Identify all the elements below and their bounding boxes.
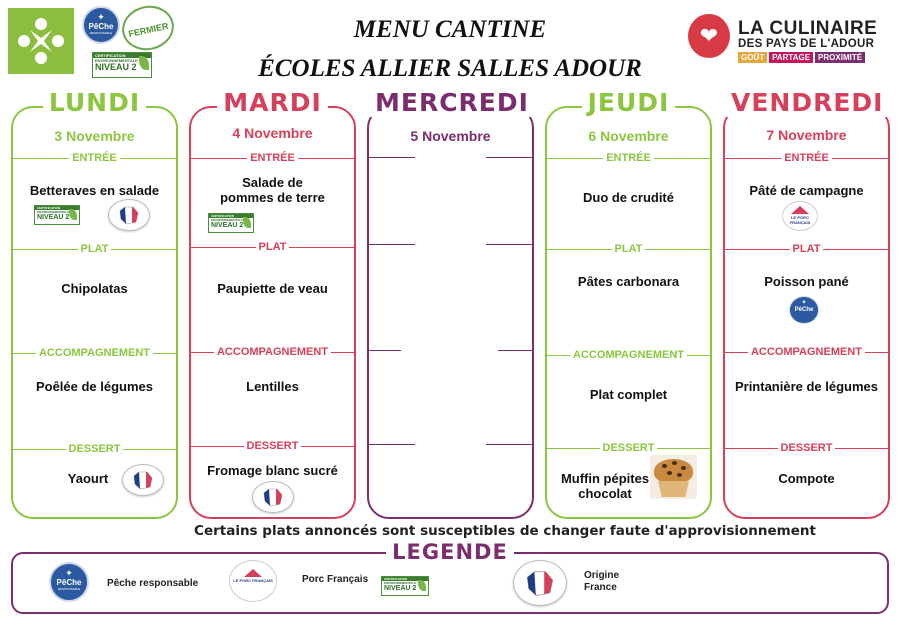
dish-plat: Pâtes carbonara [577, 274, 680, 289]
day-name: MARDI [217, 88, 328, 117]
dish-dessert: Fromage blanc sucré [207, 463, 338, 478]
legend-box [11, 540, 889, 614]
cutlery-icon: ❤ [688, 14, 730, 58]
legend-peche-label: Pêche responsable [107, 578, 199, 589]
dish-entree-line1: Salade de [242, 175, 303, 190]
legend-porc-icon: LE PORC FRANÇAIS [229, 560, 277, 602]
section-entree: ENTRÉE [11, 151, 178, 165]
section-accompagnement: ACCOMPAGNEMENT [189, 345, 356, 359]
day-name: JEUDI [582, 88, 676, 117]
dish-entree: Duo de crudité [582, 190, 674, 205]
menu-title: MENU CANTINE [353, 16, 547, 43]
dish-plat: Chipolatas [61, 281, 128, 296]
dish-dessert: Compote [778, 471, 835, 486]
day-column-lundi [11, 88, 178, 519]
section-entree: ENTRÉE [545, 151, 712, 165]
dish-accompagnement: Lentilles [246, 379, 299, 394]
dish-entree: Betteraves en salade [29, 183, 160, 198]
peche-responsable-logo-icon: ✦ PêChe RESPONSABLE [82, 6, 120, 44]
dish-entree: Pâté de campagne [749, 183, 864, 198]
legend-peche-icon: ✦ PêChe RESPONSABLE [49, 562, 89, 602]
day-date: 6 Novembre [588, 128, 669, 144]
dish-plat: Poisson pané [764, 274, 849, 289]
fermier-logo: FERMIER [118, 1, 178, 55]
day-name: MERCREDI [369, 88, 535, 117]
dish-accompagnement: Poêlée de légumes [35, 379, 154, 394]
dish-plat: Paupiette de veau [217, 281, 328, 296]
dish-accompagnement: Printanière de légumes [734, 379, 879, 394]
section-plat: PLAT [11, 242, 178, 256]
peche-responsable-icon: ✦ PêChe [789, 296, 819, 324]
certification-badge-icon: CERTIFICATION ENVIRONNEMENTALE NIVEAU 2 [34, 205, 80, 225]
dish-dessert-line2: chocolat [578, 486, 632, 501]
legend-origine-label-line1: Origine [584, 570, 620, 581]
section-plat: PLAT [723, 242, 890, 256]
school-name: ÉCOLES ALLIER SALLES ADOUR [258, 55, 642, 82]
section-dessert: DESSERT [11, 442, 178, 456]
section-plat: PLAT [189, 240, 356, 254]
section-accompagnement: ACCOMPAGNEMENT [723, 345, 890, 359]
dish-dessert-line1: Muffin pépites [560, 471, 650, 486]
section-entree: ENTRÉE [189, 151, 356, 165]
section-accompagnement: ACCOMPAGNEMENT [545, 348, 712, 362]
legend-france-icon [513, 560, 567, 606]
day-name: LUNDI [43, 88, 146, 117]
section-accompagnement: ACCOMPAGNEMENT [11, 346, 178, 360]
dish-dessert: Yaourt [67, 471, 109, 486]
certification-badge-icon: CERTIFICATION ENVIRONNEMENTALE NIVEAU 2 [208, 213, 254, 233]
france-flag-icon [122, 464, 164, 496]
certification-logo-icon: CERTIFICATION ENVIRONNEMENTALE NIVEAU 2 [92, 52, 152, 78]
association-logo-icon [8, 8, 74, 74]
section-dessert: DESSERT [545, 441, 712, 455]
legend-origine-label-line2: France [584, 582, 617, 593]
france-flag-icon [108, 199, 150, 231]
section-dessert: DESSERT [189, 439, 356, 453]
day-date: 5 Novembre [410, 128, 491, 144]
legend-certification-icon: CERTIFICATION ENVIRONNEMENTALE NIVEAU 2 [381, 576, 429, 596]
culinaire-logo: ❤ LA CULINAIRE DES PAYS DE L'ADOUR GOÛT PARTAGE PROXIMITÉ [688, 14, 888, 64]
dish-accompagnement: Plat complet [589, 387, 668, 402]
muffin-photo [650, 455, 697, 499]
day-date: 7 Novembre [766, 127, 847, 143]
day-column-mercredi [367, 88, 534, 519]
porc-francais-icon: LE PORC FRANÇAIS [782, 201, 818, 231]
legend-title: LEGENDE [386, 540, 514, 564]
day-date: 3 Novembre [54, 128, 135, 144]
legend-porc-label: Porc Français [302, 574, 369, 585]
supply-notice: Certains plats annoncés sont susceptibles de changer faute d'approvisionnement [194, 523, 816, 539]
day-name: VENDREDI [725, 88, 889, 117]
section-plat: PLAT [545, 242, 712, 256]
day-date: 4 Novembre [232, 125, 313, 141]
france-flag-icon [252, 481, 294, 513]
section-dessert: DESSERT [723, 441, 890, 455]
dish-entree-line2: pommes de terre [220, 190, 325, 205]
day-column-mardi [189, 88, 356, 519]
section-entree: ENTRÉE [723, 151, 890, 165]
